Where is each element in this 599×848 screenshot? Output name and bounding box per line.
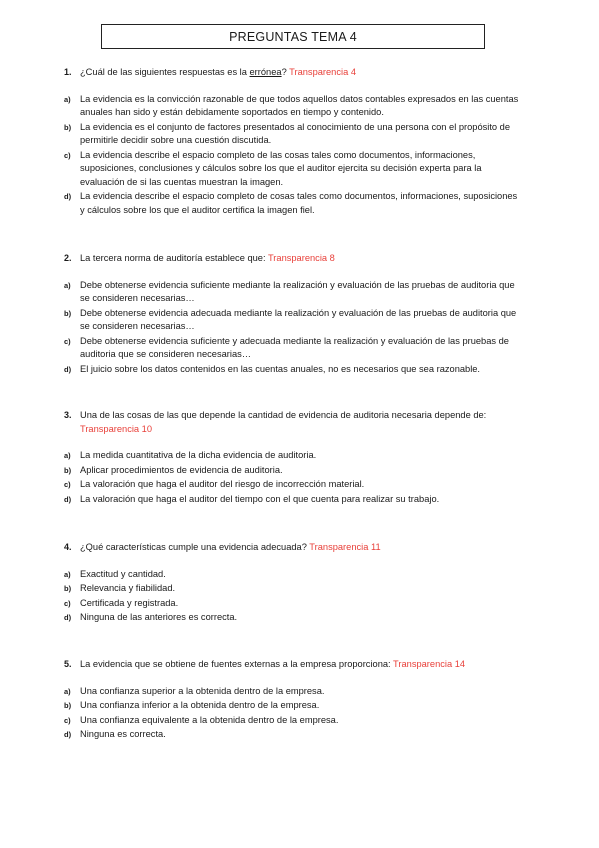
options-list (64, 449, 524, 506)
question-text: Una de las cosas de las que depende la cantidad de evidencia de auditoria necesaria depende de: Transparencia 10 (80, 410, 487, 434)
option-b: b) Relevancia y fiabilidad. (64, 583, 176, 593)
option-b: b) Debe obtenerse evidencia adecuada mediante la realización y evaluación de las pruebas de auditoria que se consideren necesarias… (64, 307, 517, 331)
question-text: ¿Cuál de las siguientes respuestas es la errónea? Transparencia 4 (80, 67, 356, 77)
question-4 (64, 541, 524, 626)
question-text: La evidencia que se obtiene de fuentes externas a la empresa proporciona: Transparencia 14 (80, 659, 466, 669)
question-number: 1. (64, 67, 72, 77)
page-title: PREGUNTAS TEMA 4 (101, 24, 485, 49)
option-b: b) Una confianza inferior a la obtenida dentro de la empresa. (64, 700, 320, 710)
option-b: b) La evidencia es el conjunto de factores presentados al conocimiento de una persona con el propósito de permitirle decidir sobre una cuestión discutida. (64, 121, 511, 145)
question-3 (64, 409, 524, 507)
options-list (64, 685, 524, 742)
question-2 (64, 252, 524, 377)
options-list (64, 279, 524, 377)
option-a: a) La medida cuantitativa de la dicha evidencia de auditoria. (64, 450, 317, 460)
slide-reference: Transparencia 11 (309, 542, 381, 552)
slide-reference: Transparencia 8 (267, 253, 335, 263)
option-d: d) Ninguna de las anteriores es correcta. (64, 612, 238, 622)
option-b: b) Aplicar procedimientos de evidencia de auditoria. (64, 464, 283, 475)
option-c: c) La evidencia describe el espacio completo de las cosas tales como documentos, informaciones, suposiciones, conclusiones y cálculos sobre los que el auditor ejercita su decisión experta para la evaluación de si las cuentas muestran la imagen. (64, 149, 482, 187)
option-c: c) Debe obtenerse evidencia suficiente y adecuada mediante la realización y evaluación de las pruebas de auditoria que se consideren necesarias… (64, 335, 509, 359)
question-1 (64, 66, 524, 218)
question-number: 2. (64, 253, 72, 263)
question-text: ¿Qué características cumple una evidencia adecuada? Transparencia 11 (80, 542, 381, 552)
option-d: d) La valoración que haga el auditor del tiempo con el que cuenta para realizar su trabajo. (64, 493, 440, 504)
option-c: c) Certificada y registrada. (64, 597, 179, 608)
question-number: 4. (64, 542, 72, 552)
option-c: c) Una confianza equivalente a la obtenida dentro de la empresa. (64, 714, 339, 725)
option-d: d) El juicio sobre los datos contenidos en las cuentas anuales, no es necesarios que sea razonable. (64, 363, 481, 374)
option-a: a) La evidencia es la convicción razonable de que todos aquellos datos contables expresados en las cuentas anuales han sido y están debidamente soportados en tiempo y contenido. (64, 93, 519, 117)
options-list (64, 93, 524, 218)
options-list (64, 568, 524, 625)
option-c: c) La valoración que haga el auditor del riesgo de incorrección material. (64, 479, 365, 489)
option-a: a) Una confianza superior a la obtenida dentro de la empresa. (64, 685, 325, 696)
option-a: a) Debe obtenerse evidencia suficiente mediante la realización y evaluación de las pruebas de auditoria que se consideren necesarias… (64, 279, 515, 303)
question-number: 3. (64, 410, 72, 420)
question-text: La tercera norma de auditoría establece que: Transparencia 8 (80, 253, 335, 263)
underlined-word: errónea (249, 67, 282, 77)
slide-reference: Transparencia 10 (80, 423, 153, 434)
slide-reference: Transparencia 4 (289, 67, 356, 77)
option-d: d) Ninguna es correcta. (64, 729, 166, 739)
option-d: d) La evidencia describe el espacio completo de cosas tales como documentos, informaciones, suposiciones y cálculos sobre los que el auditor certifica la imagen fiel. (64, 191, 518, 215)
question-5 (64, 658, 524, 743)
option-a: a) Exactitud y cantidad. (64, 568, 166, 579)
question-number: 5. (64, 659, 72, 669)
slide-reference: Transparencia 14 (393, 659, 466, 669)
